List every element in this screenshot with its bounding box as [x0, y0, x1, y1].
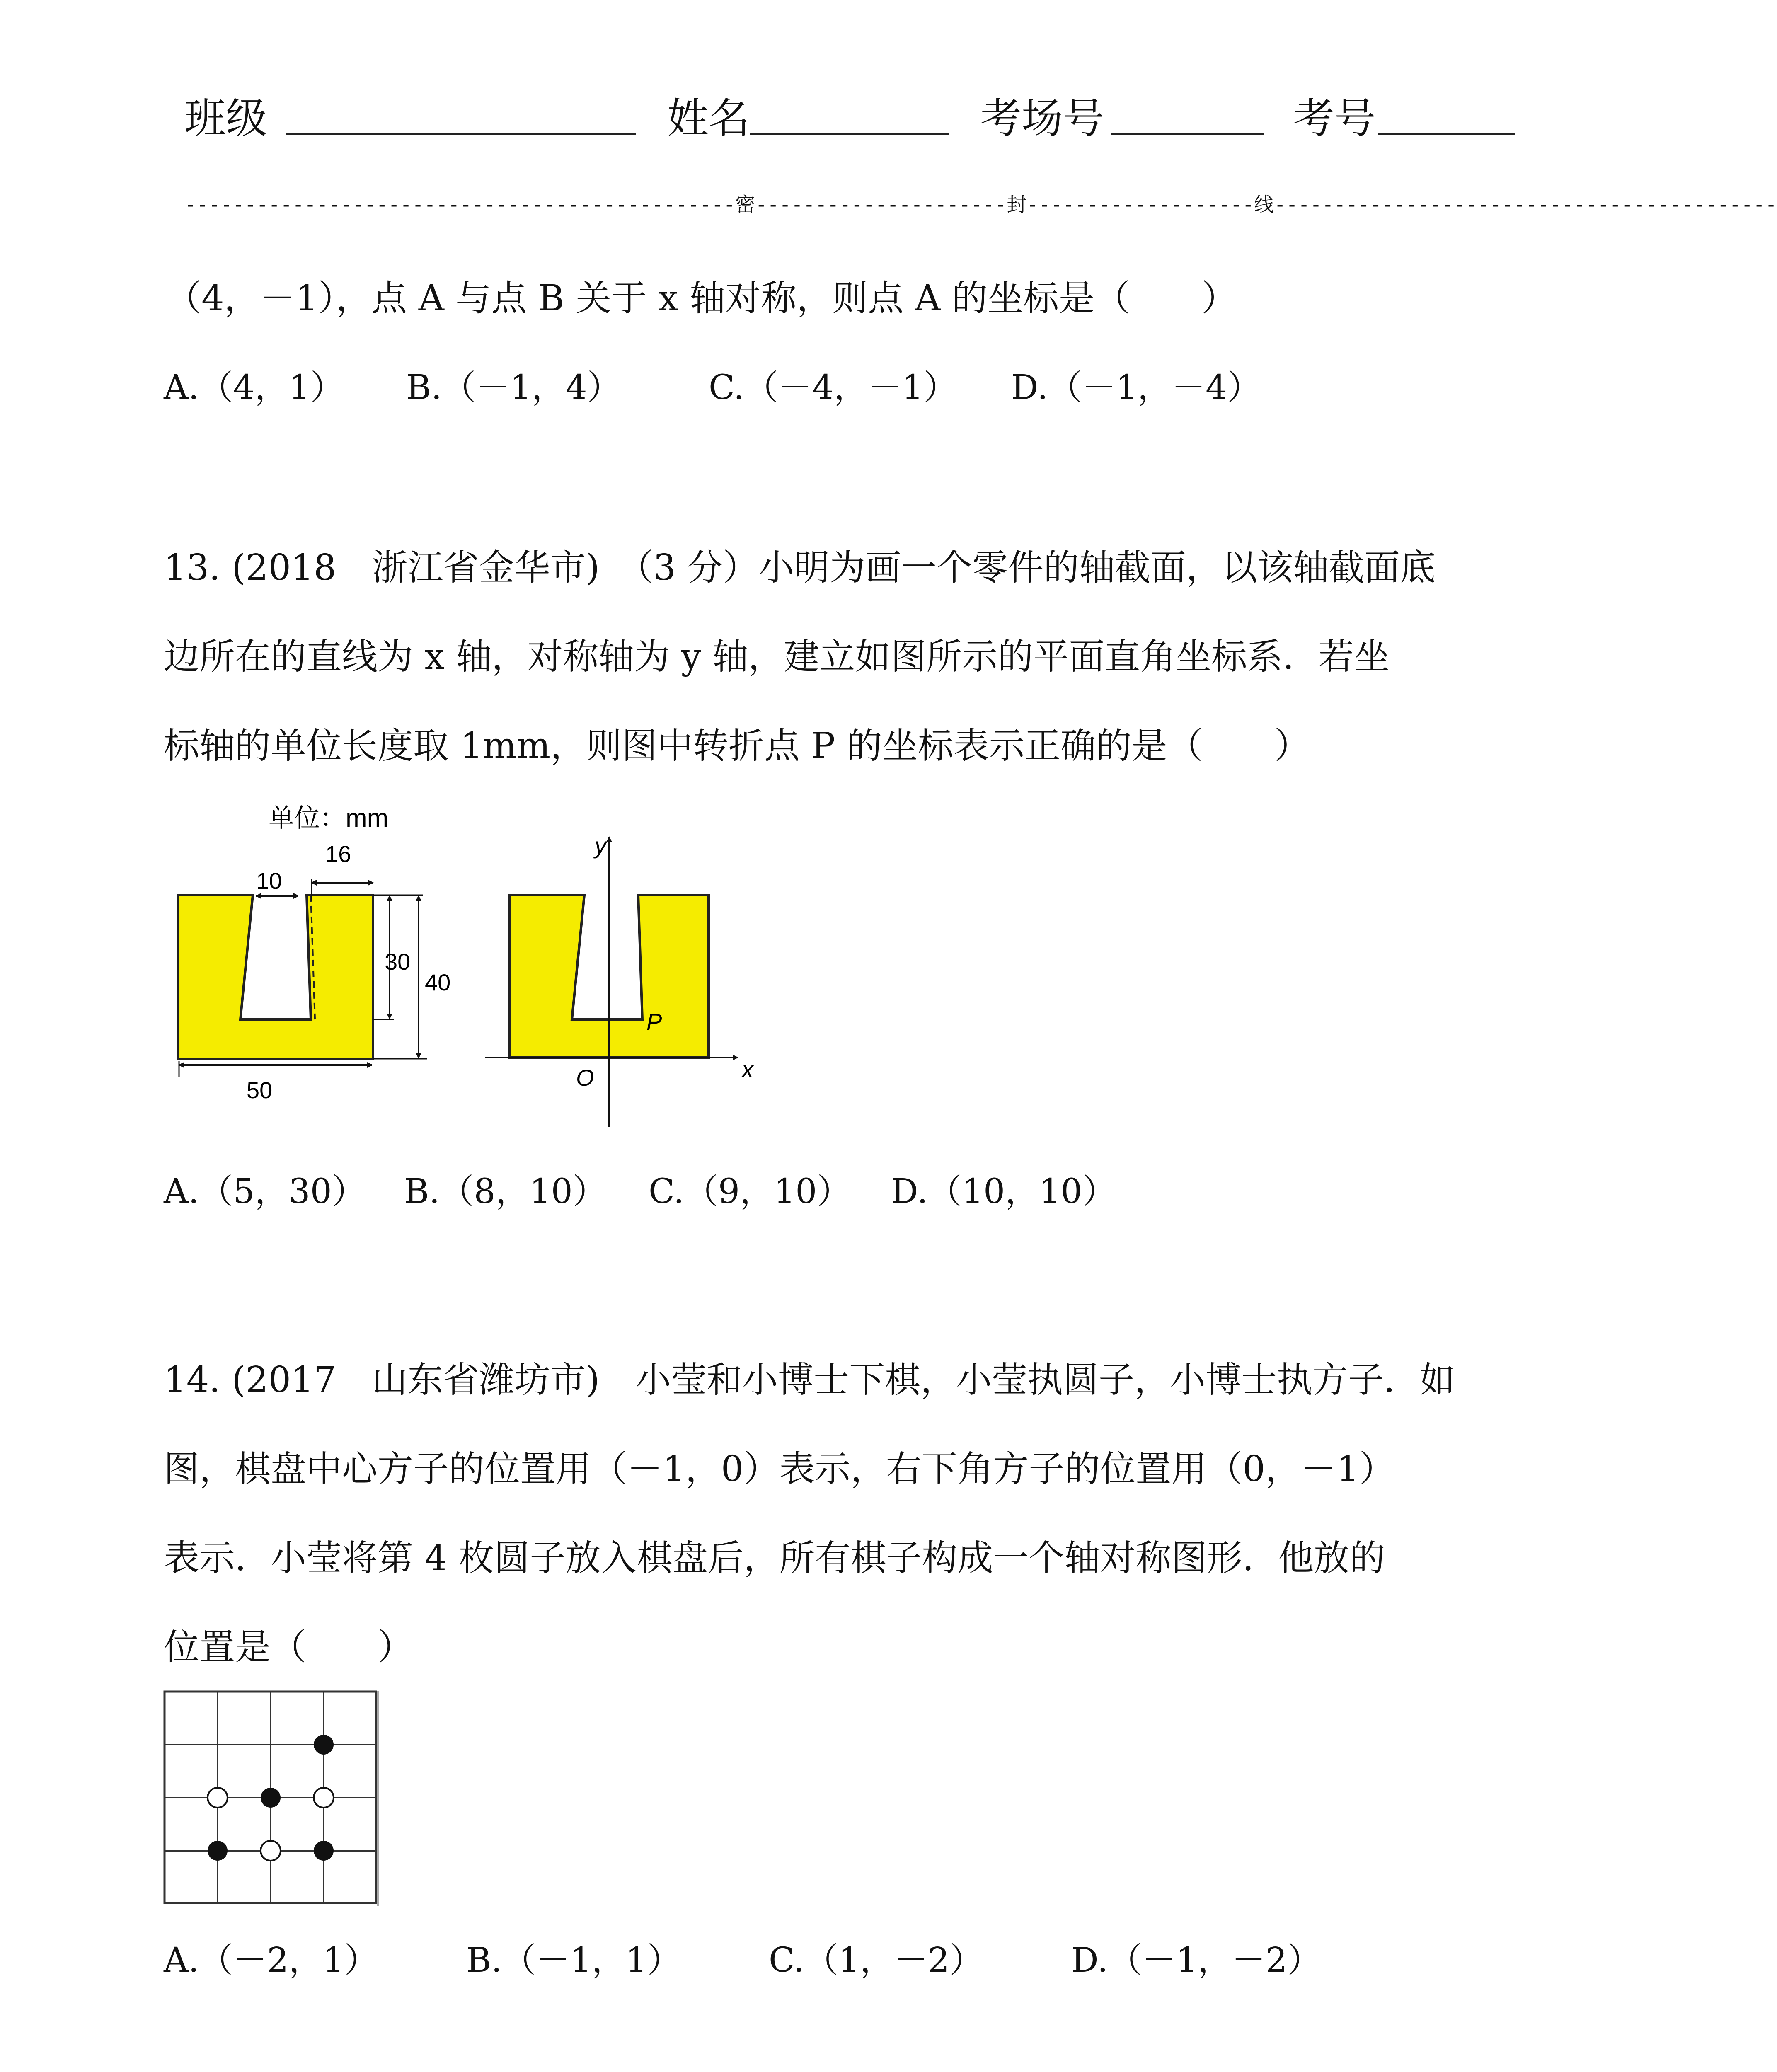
- q14-option-c: C.（1，－2）: [769, 1941, 984, 1980]
- origin-label: O: [576, 1065, 594, 1091]
- number-label: 考号: [1293, 94, 1376, 143]
- dim-16-label: 16: [325, 841, 351, 867]
- black-piece: [314, 1735, 334, 1755]
- dim-40-label: 40: [425, 969, 451, 995]
- seal-line: ----------------------------------------------密---------------------封-------------------线------------------------------------------: [184, 193, 1777, 216]
- y-axis-label: y: [595, 833, 606, 859]
- white-piece: [208, 1788, 228, 1808]
- q13-option-b: B.（8，10）: [404, 1172, 607, 1211]
- name-label: 姓名: [667, 94, 750, 143]
- q13-option-c: C.（9，10）: [649, 1172, 851, 1211]
- q13-line-3: 标轴的单位长度取 1mm，则图中转折点 P 的坐标表示正确的是（ ）: [164, 725, 1310, 767]
- q14-option-d: D.（－1，－2）: [1071, 1941, 1322, 1980]
- q14-line-4: 位置是（ ）: [164, 1627, 413, 1668]
- q13-part-figure: [157, 804, 800, 1135]
- class-label: 班级: [184, 94, 267, 143]
- name-underline: [750, 133, 949, 135]
- x-axis-label: x: [742, 1056, 753, 1082]
- q14-chessboard: [160, 1687, 392, 1919]
- room-label: 考场号: [980, 94, 1104, 143]
- black-piece: [314, 1841, 334, 1861]
- q12-option-d: D.（－1，－4）: [1011, 368, 1261, 407]
- class-underline: [286, 133, 636, 135]
- unit-label: 单位：mm: [269, 804, 389, 833]
- q12-continuation: （4，－1），点 A 与点 B 关于 x 轴对称，则点 A 的坐标是（ ）: [166, 278, 1237, 319]
- dim-10-label: 10: [256, 868, 282, 894]
- point-p-label: P: [646, 1009, 662, 1035]
- q14-option-b: B.（－1，1）: [466, 1941, 681, 1980]
- q14-line-2: 图，棋盘中心方子的位置用（－1，0）表示，右下角方子的位置用（0，－1）: [164, 1448, 1395, 1490]
- room-underline: [1111, 133, 1264, 135]
- dim-30-label: 30: [385, 949, 411, 975]
- q12-option-a: A.（4，1）: [164, 368, 344, 407]
- q14-line-1: 14. (2017 山东省潍坊市) 小莹和小博士下棋，小莹执圆子，小博士执方子．如: [164, 1359, 1455, 1401]
- q13-option-a: A.（5，30）: [164, 1172, 366, 1211]
- q12-option-b: B.（－1，4）: [406, 368, 621, 407]
- number-underline: [1378, 133, 1515, 135]
- black-piece: [261, 1788, 281, 1808]
- q14-option-a: A.（－2，1）: [164, 1941, 378, 1980]
- white-piece: [261, 1841, 281, 1861]
- left-part-shape: [178, 895, 373, 1059]
- q13-line-1: 13. (2018 浙江省金华市) （3 分）小明为画一个零件的轴截面，以该轴截面底: [164, 547, 1436, 588]
- q13-line-2: 边所在的直线为 x 轴，对称轴为 y 轴，建立如图所示的平面直角坐标系．若坐: [164, 636, 1390, 678]
- white-piece: [314, 1788, 334, 1808]
- q12-option-c: C.（－4，－1）: [709, 368, 958, 407]
- dim-50-label: 50: [247, 1077, 273, 1103]
- q13-option-d: D.（10，10）: [891, 1172, 1116, 1211]
- black-piece: [208, 1841, 228, 1861]
- q14-line-3: 表示．小莹将第 4 枚圆子放入棋盘后，所有棋子构成一个轴对称图形．他放的: [164, 1537, 1385, 1579]
